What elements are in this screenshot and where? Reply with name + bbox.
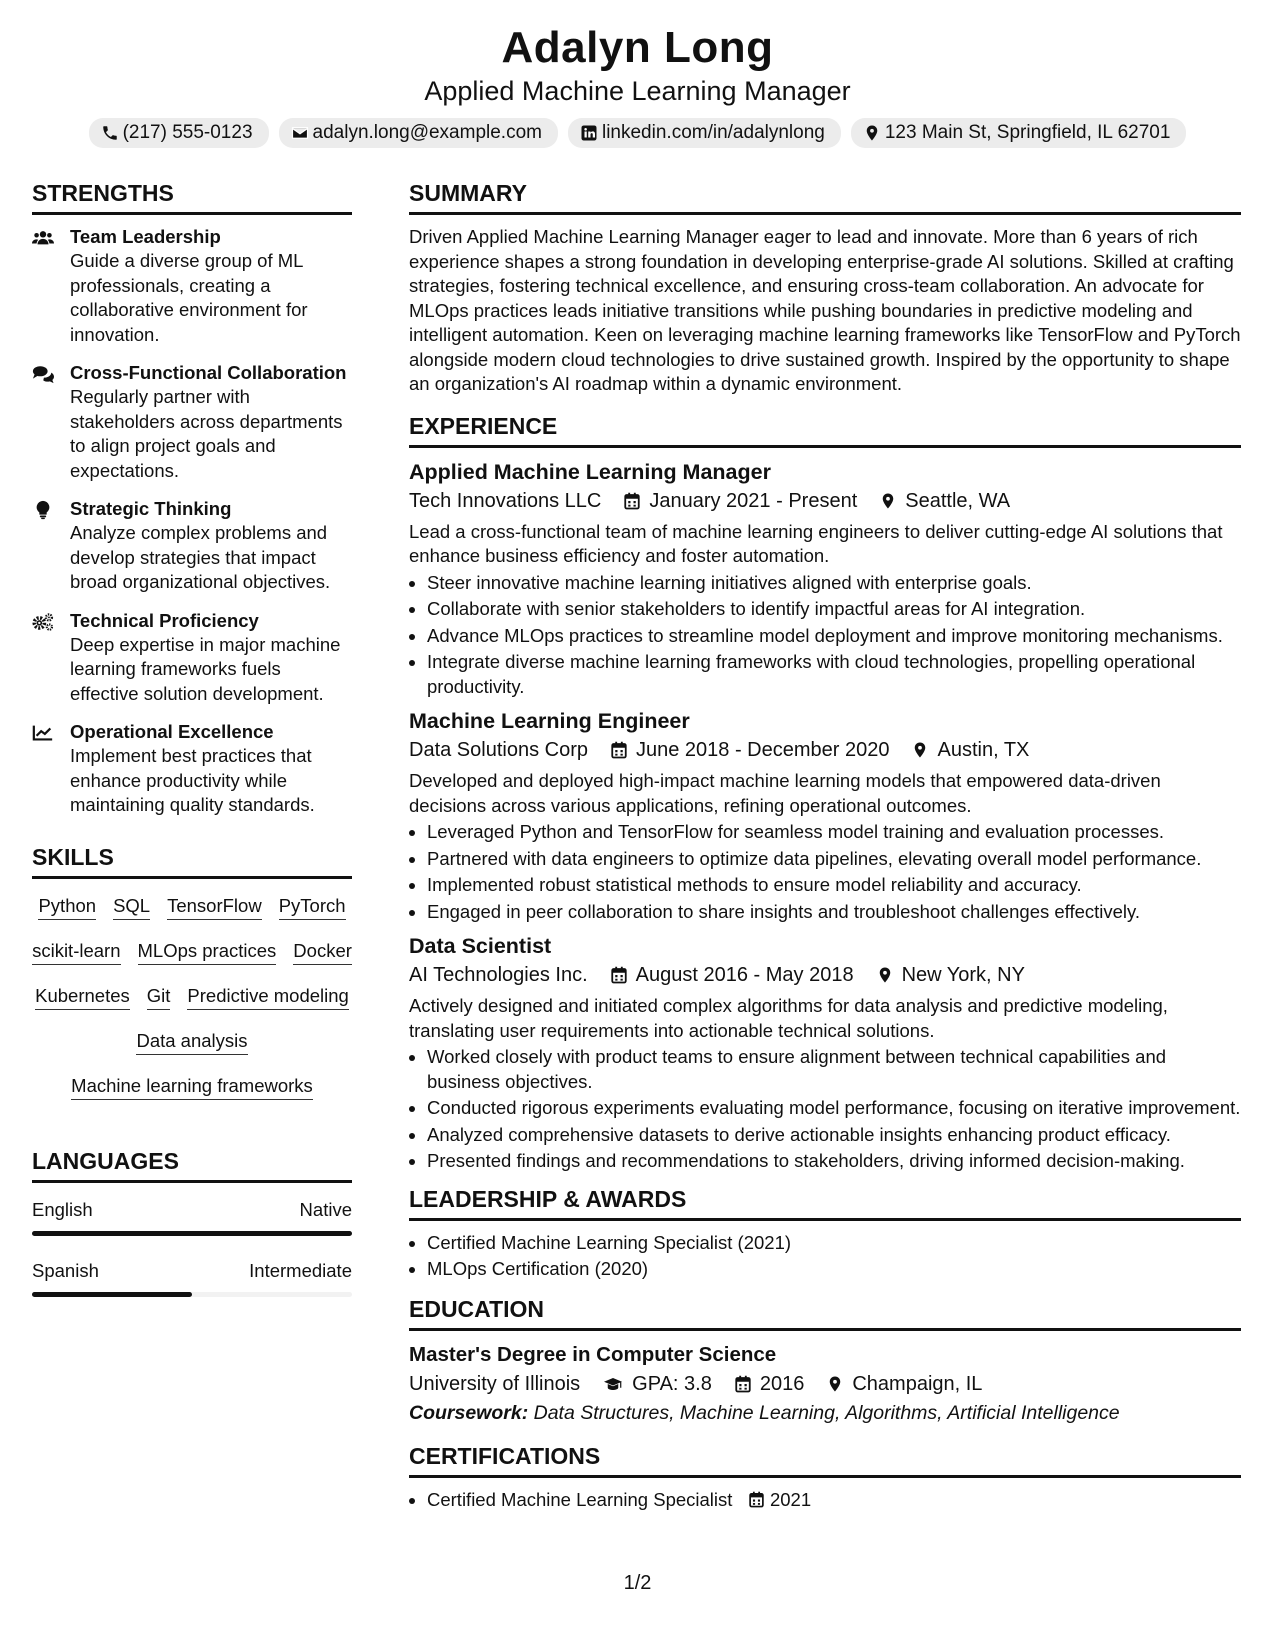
job-company: Data Solutions Corp [409, 739, 588, 761]
map-marker-icon [879, 492, 897, 510]
strength-item [32, 225, 352, 347]
job-bullets [409, 571, 1241, 700]
comments-icon [32, 364, 54, 384]
school-name: University of Illinois [409, 1372, 581, 1395]
calendar-icon [748, 1491, 765, 1508]
job-title: Applied Machine Learning Manager [409, 459, 771, 484]
phone-icon [101, 124, 119, 142]
contact-phone[interactable] [89, 118, 269, 148]
skill-tag: Git [147, 983, 171, 1010]
contact-bar [0, 118, 1275, 148]
strength-item [32, 361, 352, 483]
language-item [32, 1197, 352, 1236]
coursework-list: Data Structures, Machine Learning, Algorithms, Artificial Intelligence [533, 1401, 1120, 1424]
users-icon [32, 228, 54, 248]
job-location: New York, NY [901, 964, 1025, 986]
linkedin-icon [580, 124, 598, 142]
candidate-name: Adalyn Long [501, 23, 774, 72]
linkedin-text: linkedin.com/in/adalynlong [601, 122, 825, 143]
left-column [32, 178, 352, 1319]
contact-address [851, 118, 1187, 148]
language-name: Spanish [32, 1259, 99, 1281]
bullet-item: • Presented findings and recommendations to stakeholders, driving informed decision-making. [427, 1149, 1241, 1174]
map-marker-icon [876, 966, 894, 984]
degree-title: Master's Degree in Computer Science [409, 1342, 777, 1366]
languages-heading: LANGUAGES [32, 1146, 352, 1183]
coursework [409, 1399, 1241, 1427]
job-description: Actively designed and initiated complex algorithms for data analysis and predictive modeling, translating user requirements into actionable technical solutions. [409, 995, 1168, 1041]
strength-title: Operational Excellence [70, 721, 274, 742]
strength-description: Guide a diverse group of ML professionals, creating a collaborative environment for innovation. [70, 250, 308, 345]
award-item: • MLOps Certification (2020) [427, 1257, 1241, 1282]
skill-tag: Data analysis [136, 1028, 247, 1055]
calendar-icon [623, 492, 641, 510]
job-entry [409, 932, 1241, 1174]
certification-name: Certified Machine Learning Specialist [427, 1488, 733, 1510]
school-location: Champaign, IL [852, 1372, 983, 1395]
strengths-heading: STRENGTHS [32, 178, 352, 215]
skill-tag: Predictive modeling [187, 983, 348, 1010]
awards-list [409, 1231, 1241, 1282]
map-marker-icon [911, 741, 929, 759]
graduation-cap-icon [602, 1375, 624, 1393]
coursework-label: Coursework: [409, 1401, 529, 1424]
skill-tag: Machine learning frameworks [71, 1073, 313, 1100]
strength-item [32, 720, 352, 818]
lightbulb-icon [32, 500, 54, 520]
language-item [32, 1258, 352, 1297]
skill-tag: scikit-learn [32, 938, 120, 965]
address-text: 123 Main St, Springfield, IL 62701 [884, 122, 1171, 143]
skill-tag: Python [38, 893, 96, 920]
contact-linkedin[interactable] [568, 118, 841, 148]
job-bullets [409, 820, 1241, 924]
bullet-item: • Leveraged Python and TensorFlow for seamless model training and evaluation processes. [427, 820, 1241, 845]
job-dates: January 2021 - Present [649, 489, 858, 512]
strength-description: Analyze complex problems and develop strategies that impact broad organizational objectives. [70, 522, 331, 592]
certifications-list [409, 1488, 1241, 1513]
strength-item [32, 497, 352, 595]
education-section [409, 1294, 1241, 1427]
strength-description: Regularly partner with stakeholders across departments to align project goals and expectations. [70, 386, 343, 481]
job-entry [409, 458, 1241, 700]
job-title: Machine Learning Engineer [409, 709, 690, 733]
job-title: Data Scientist [409, 934, 552, 958]
right-column [409, 178, 1241, 1522]
awards-section [409, 1184, 1241, 1282]
resume-header [0, 0, 1275, 148]
language-name: English [32, 1198, 93, 1220]
job-entry [409, 707, 1241, 924]
job-description: Lead a cross-functional team of machine learning engineers to deliver cutting-edge AI solutions that enhance business efficiency and foster automation. [409, 520, 1223, 566]
summary-section [409, 178, 1241, 397]
strength-title: Team Leadership [70, 226, 221, 247]
award-item: • Certified Machine Learning Specialist (2021) [427, 1231, 1241, 1256]
education-heading: EDUCATION [409, 1294, 1241, 1331]
awards-heading: LEADERSHIP & AWARDS [409, 1184, 1241, 1221]
job-company: AI Technologies Inc. [409, 964, 588, 986]
calendar-icon [734, 1375, 752, 1393]
job-description: Developed and deployed high-impact machine learning models that empowered data-driven decisions across various applications, refining operational outcomes. [409, 770, 1161, 816]
summary-text: Driven Applied Machine Learning Manager eager to lead and innovate. More than 6 years of rich experience shapes a strong foundation in developing enterprise-grade AI solutions. Skilled at crafting strategies, fostering technical excellence, and ensuring cross-team collaboration. An advocate for MLOps practices leads initiative transitions while pushing boundaries in predictive modeling and intelligent automation. Keen on leveraging machine learning frameworks like TensorFlow and PyTorch alongside modern cloud technologies to drive sustained growth. Inspired by the opportunity to shape an organization's AI roadmap within a dynamic environment. [409, 226, 1241, 394]
bullet-item: • Worked closely with product teams to ensure alignment between technical capabilities and business objectives. [427, 1045, 1241, 1094]
gears-icon [32, 612, 54, 632]
skill-tag: MLOps practices [138, 938, 277, 965]
strength-title: Strategic Thinking [70, 498, 232, 519]
strength-description: Deep expertise in major machine learning frameworks fuels effective solution development. [70, 633, 341, 704]
skills-list [32, 893, 352, 1100]
candidate-title: Applied Machine Learning Manager [424, 76, 851, 106]
bullet-item: • Steer innovative machine learning initiatives aligned with enterprise goals. [427, 571, 1241, 596]
page-number: 1/2 [623, 1572, 652, 1594]
summary-heading: SUMMARY [409, 178, 1241, 215]
bullet-item: • Engaged in peer collaboration to share insights and troubleshoot challenges effectively. [427, 900, 1241, 925]
skill-tag: PyTorch [279, 893, 346, 920]
certification-item [427, 1488, 1241, 1513]
skill-tag: SQL [113, 893, 150, 920]
envelope-icon [291, 124, 309, 142]
language-proficiency-fill [32, 1292, 192, 1297]
calendar-icon [610, 966, 628, 984]
strength-description: Implement best practices that enhance productivity while maintaining quality standards. [70, 745, 315, 815]
skills-heading: SKILLS [32, 842, 352, 879]
skill-tag: TensorFlow [167, 893, 262, 920]
certification-year: 2021 [769, 1488, 812, 1510]
bullet-item: • Partnered with data engineers to optimize data pipelines, elevating overall model performance. [427, 847, 1241, 872]
certifications-section [409, 1441, 1241, 1513]
phone-text: (217) 555-0123 [122, 122, 253, 143]
experience-section [409, 411, 1241, 1174]
job-dates: June 2018 - December 2020 [635, 739, 890, 761]
map-marker-icon [826, 1375, 844, 1393]
job-meta [409, 735, 1241, 765]
job-company: Tech Innovations LLC [409, 489, 602, 512]
bullet-item: • Integrate diverse machine learning frameworks with cloud technologies, propelling operational productivity. [427, 650, 1241, 699]
language-proficiency-bar [32, 1292, 352, 1297]
certifications-heading: CERTIFICATIONS [409, 1441, 1241, 1478]
education-meta [409, 1369, 1241, 1399]
job-location: Seattle, WA [905, 489, 1011, 512]
skill-tag: Kubernetes [35, 983, 130, 1010]
chart-line-icon [32, 723, 54, 743]
bullet-item: • Implemented robust statistical methods to ensure model reliability and accuracy. [427, 873, 1241, 898]
contact-email[interactable] [279, 118, 558, 148]
language-proficiency-bar [32, 1231, 352, 1236]
gpa: GPA: 3.8 [632, 1372, 712, 1395]
job-meta [409, 486, 1241, 516]
job-location: Austin, TX [937, 739, 1030, 761]
bullet-item: • Collaborate with senior stakeholders to identify impactful areas for AI integration. [427, 597, 1241, 622]
calendar-icon [610, 741, 628, 759]
language-proficiency-fill [32, 1231, 352, 1236]
job-dates: August 2016 - May 2018 [635, 964, 854, 986]
language-level: Native [299, 1198, 352, 1220]
job-bullets [409, 1045, 1241, 1174]
email-text: adalyn.long@example.com [312, 122, 542, 143]
skill-tag: Docker [293, 938, 352, 965]
bullet-item: • Advance MLOps practices to streamline model deployment and improve monitoring mechanisms. [427, 624, 1241, 649]
graduation-year: 2016 [759, 1372, 805, 1395]
strength-title: Technical Proficiency [70, 609, 259, 631]
experience-heading: EXPERIENCE [409, 411, 1241, 448]
strength-title: Cross-Functional Collaboration [70, 362, 347, 383]
strength-item [32, 609, 352, 707]
language-level: Intermediate [249, 1259, 352, 1281]
job-meta [409, 960, 1241, 990]
bullet-item: • Analyzed comprehensive datasets to derive actionable insights enhancing product efficacy. [427, 1123, 1241, 1148]
map-marker-icon [863, 124, 881, 142]
bullet-item: • Conducted rigorous experiments evaluating model performance, focusing on iterative improvement. [427, 1096, 1241, 1121]
